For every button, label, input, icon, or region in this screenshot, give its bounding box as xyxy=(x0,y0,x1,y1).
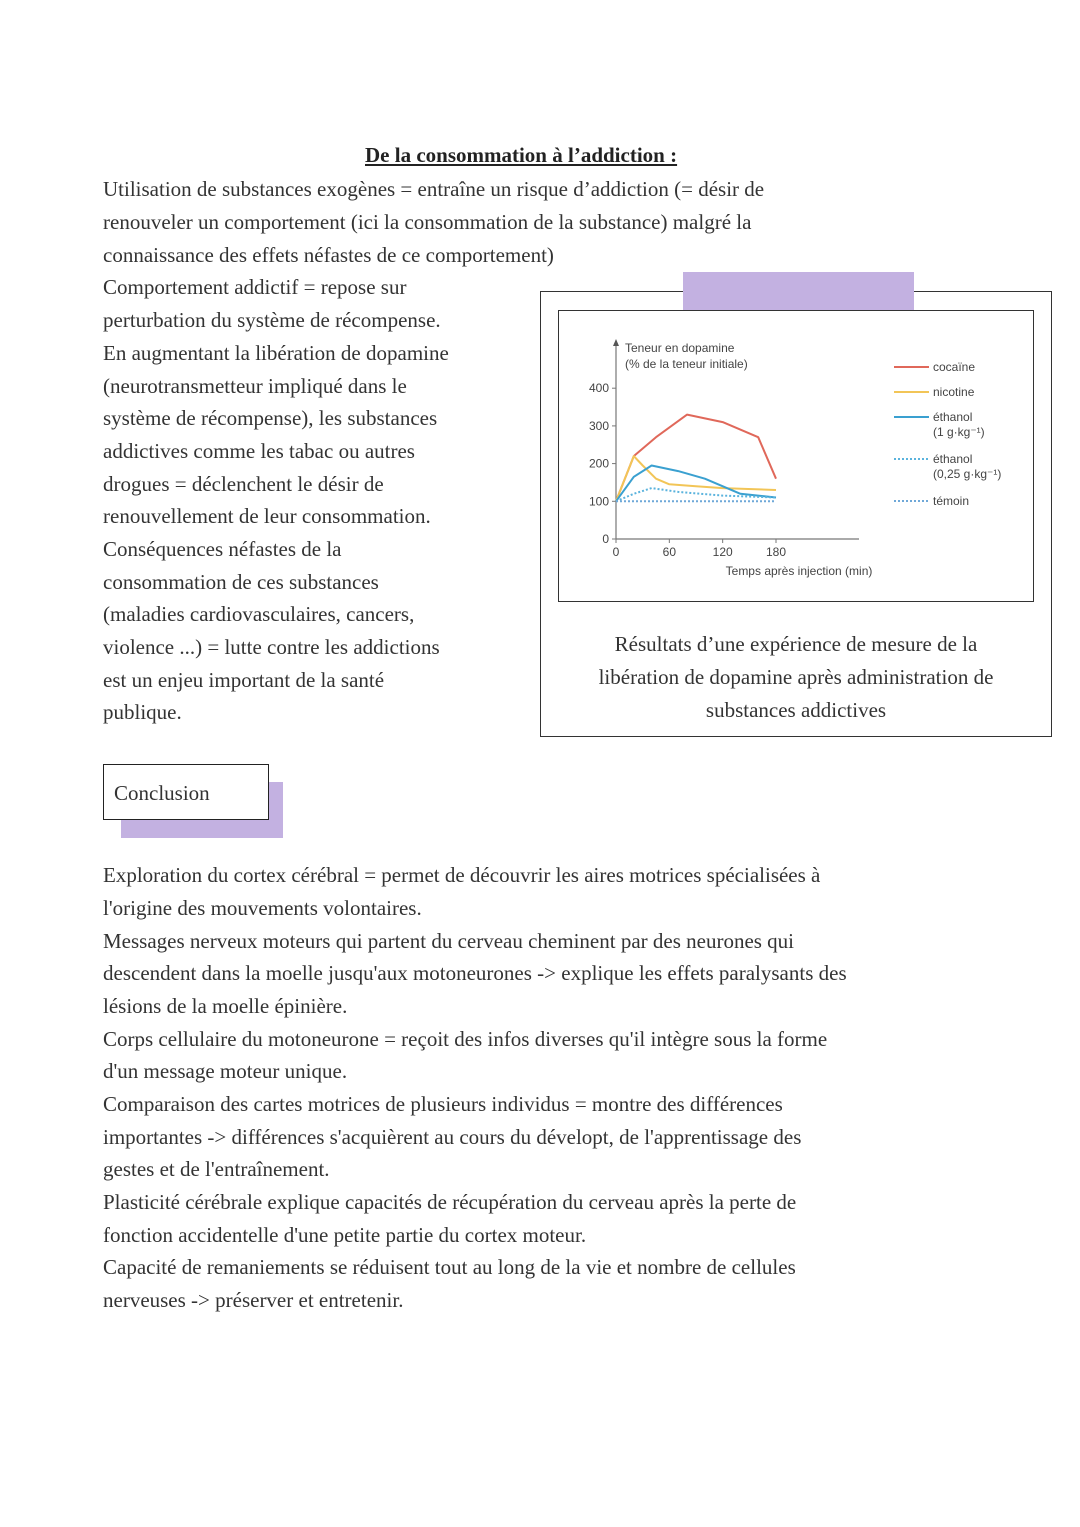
legend-label: éthanol xyxy=(933,452,973,466)
conclusion-line: d'un message moteur unique. xyxy=(103,1059,348,1083)
y-axis-label-line1: Teneur en dopamine xyxy=(625,341,735,355)
figure-caption-line: libération de dopamine après administration de xyxy=(598,665,994,689)
intro-line: Utilisation de substances exogènes = entraîne un risque d’addiction (= désir de xyxy=(103,177,765,201)
left-line: (maladies cardiovasculaires, cancers, xyxy=(103,602,415,626)
y-tick-label: 100 xyxy=(588,494,609,509)
conclusion-line: gestes et de l'entraînement. xyxy=(103,1157,330,1181)
page-title: De la consommation à l’addiction : xyxy=(365,143,678,167)
legend-sublabel: (0,25 g·kg⁻¹) xyxy=(933,467,1002,481)
y-tick-label: 0 xyxy=(602,532,609,546)
x-tick-label: 120 xyxy=(712,545,733,559)
conclusion-line: Exploration du cortex cérébral = permet de découvrir les aires motrices spécialisées à xyxy=(103,863,821,887)
left-line: En augmentant la libération de dopamine xyxy=(103,341,449,365)
conclusion-line: nerveuses -> préserver et entretenir. xyxy=(103,1288,404,1312)
left-line: est un enjeu important de la santé xyxy=(103,668,385,692)
x-tick-label: 60 xyxy=(662,545,677,559)
y-axis-arrow xyxy=(613,339,619,346)
left-line: consommation de ces substances xyxy=(103,570,379,594)
y-tick-label: 200 xyxy=(588,456,609,471)
left-line: Comportement addictif = repose sur xyxy=(103,275,407,299)
left-line: (neurotransmetteur impliqué dans le xyxy=(103,374,407,398)
series-group xyxy=(616,415,776,502)
conclusion-line: fonction accidentelle d'une petite partie du cortex moteur. xyxy=(103,1223,587,1247)
legend-label: éthanol xyxy=(933,410,973,424)
left-line: violence ...) = lutte contre les addictions xyxy=(103,635,440,659)
legend-sublabel: (1 g·kg⁻¹) xyxy=(933,425,985,439)
intro-line: renouveler un comportement (ici la consommation de la substance) malgré la xyxy=(103,210,752,234)
y-axis-label-line2: (% de la teneur initiale) xyxy=(625,357,748,371)
x-ticks xyxy=(613,539,787,559)
left-line: renouvellement de leur consommation. xyxy=(103,504,431,528)
figure-caption-line: substances addictives xyxy=(705,698,887,722)
conclusion-line: Corps cellulaire du motoneurone = reçoit des infos diverses qu'il intègre sous la forme xyxy=(103,1027,828,1051)
left-line: système de récompense), les substances xyxy=(103,406,438,430)
chart-frame xyxy=(558,310,1034,602)
conclusion-line: descendent dans la moelle jusqu'aux motoneurones -> explique les effets paralysants des xyxy=(103,961,847,985)
dopamine-chart xyxy=(559,311,1032,600)
chart-legend xyxy=(894,360,1001,508)
y-ticks xyxy=(589,381,616,546)
conclusion-line: Plasticité cérébrale explique capacités de récupération du cerveau après la perte de xyxy=(103,1190,797,1214)
conclusion-line: lésions de la moelle épinière. xyxy=(103,994,348,1018)
conclusion-heading: Conclusion xyxy=(103,764,269,820)
legend-label: cocaïne xyxy=(933,360,976,374)
left-line: addictives comme les tabac ou autres xyxy=(103,439,415,463)
left-line: publique. xyxy=(103,700,182,724)
left-line: Conséquences néfastes de la xyxy=(103,537,342,561)
x-axis-label: Temps après injection (min) xyxy=(725,564,873,578)
figure-caption-line: Résultats d’une expérience de mesure de la xyxy=(614,632,978,656)
conclusion-line: l'origine des mouvements volontaires. xyxy=(103,896,422,920)
legend-label: témoin xyxy=(933,494,970,508)
intro-line: connaissance des effets néfastes de ce comportement) xyxy=(103,243,554,267)
series-line--thanol-1-g-kg xyxy=(616,466,776,502)
legend-label: nicotine xyxy=(933,385,975,399)
x-tick-label: 0 xyxy=(612,545,620,559)
conclusion-line: Comparaison des cartes motrices de plusieurs individus = montre des différences xyxy=(103,1092,783,1116)
conclusion-line: Capacité de remaniements se réduisent tout au long de la vie et nombre de cellules xyxy=(103,1255,796,1279)
y-tick-label: 400 xyxy=(588,381,609,396)
left-line: drogues = déclenchent le désir de xyxy=(103,472,384,496)
x-tick-label: 180 xyxy=(765,545,787,559)
left-line: perturbation du système de récompense. xyxy=(103,308,441,332)
conclusion-line: Messages nerveux moteurs qui partent du cerveau cheminent par des neurones qui xyxy=(103,929,795,953)
conclusion-line: importantes -> différences s'acquièrent au cours du dévelopt, de l'apprentissage des xyxy=(103,1125,802,1149)
y-tick-label: 300 xyxy=(588,418,609,433)
